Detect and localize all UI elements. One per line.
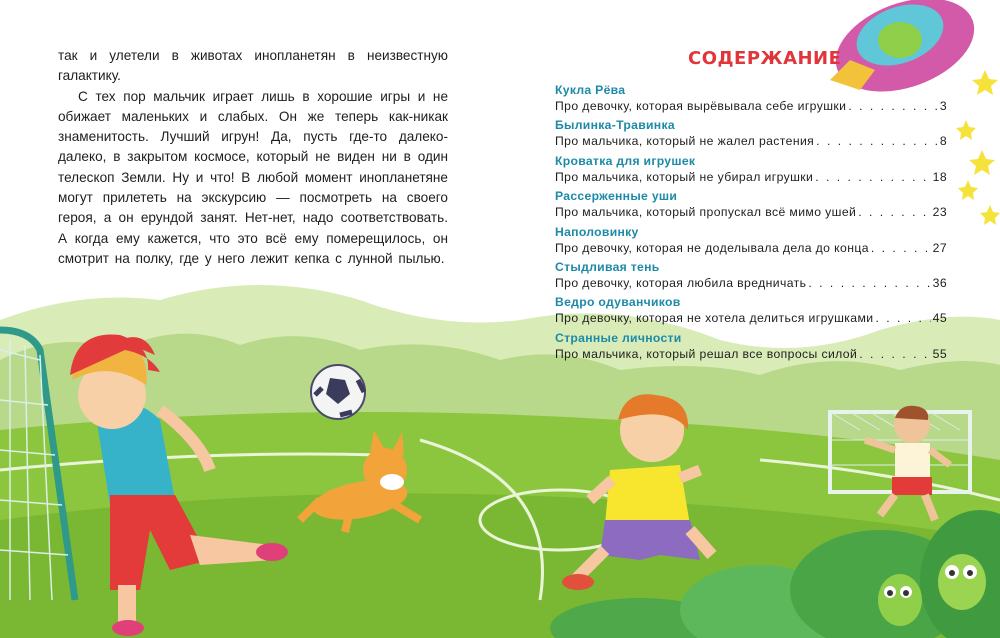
toc-entry[interactable] [555,224,947,259]
toc-page-number: 45 [932,311,947,326]
toc-leader-dots [871,240,931,257]
toc-page-number: 55 [932,346,947,361]
toc-entry[interactable] [555,117,947,152]
toc-heading: Странные личности [555,330,682,345]
toc-heading: Рассерженные уши [555,189,678,204]
table-of-contents [555,82,947,365]
story-text [58,46,448,269]
toc-title: СОДЕРЖАНИЕ [688,48,842,69]
stars [956,70,1000,225]
toc-description: Про девочку, которая любила вредничать [555,275,807,290]
toc-description: Про девочку, которая вырёвывала себе игрушки [555,99,847,113]
toc-description: Про девочку, которая не доделывала дела до конца [555,240,869,255]
toc-entry[interactable] [555,294,947,329]
toc-page-number: 27 [932,240,947,255]
toc-description: Про девочку, которая не хотела делиться игрушками [555,311,874,326]
toc-leader-dots [848,98,938,115]
toc-entry[interactable] [555,188,947,223]
toc-heading: Наполовинку [555,224,639,239]
toc-heading: Стыдливая тень [555,259,660,274]
toc-leader-dots [808,275,930,292]
toc-description: Про мальчика, который не убирал игрушки [555,169,814,184]
toc-leader-dots [858,204,930,221]
story-paragraph: С тех пор мальчик играет лишь в хорошие игры и не обижает маленьких и слабых. Он же теперь как-никак знаменитость. Лучший игрун! Да, пусть где-то далеко-далеко, в закрытом космосе, который не виден ни в один телескоп Земли. Ну и что! В любой момент инопланетяне могут прилететь на экскурсию — посмотреть на своего героя, а он ерундой занят. Нет-нет, надо соответствовать. А когда ему кажется, что это всё ему померещилось, он смотрит на полку, где у него лежит кепка с лунной пылью. [58,88,448,266]
toc-page-number: 18 [932,169,947,184]
toc-description: Про мальчика, который пропускал всё мимо ушей [555,205,857,220]
toc-heading: Былинка-Травинка [555,118,675,133]
toc-entry[interactable] [555,82,947,117]
toc-entry[interactable] [555,259,947,294]
toc-page-number: 36 [932,275,947,290]
toc-description: Про мальчика, который не жалел растения [555,134,815,149]
story-paragraph: так и улетели в животах инопланетян в неизвестную галактику. [58,48,448,84]
toc-description: Про мальчика, который решал все вопросы силой [555,346,858,361]
toc-page-number: 23 [932,205,947,220]
toc-page-number: 3 [939,99,947,113]
toc-page-number: 8 [939,134,947,149]
toc-heading: Кукла Рёва [555,83,626,97]
toc-leader-dots [815,169,930,186]
toc-leader-dots [875,310,930,327]
toc-heading: Ведро одуванчиков [555,295,681,310]
soccer-ball [311,365,365,419]
toc-entry[interactable] [555,153,947,188]
toc-entry[interactable] [555,330,947,365]
toc-leader-dots [859,346,930,363]
toc-heading: Кроватка для игрушек [555,153,696,168]
toc-leader-dots [816,133,938,150]
